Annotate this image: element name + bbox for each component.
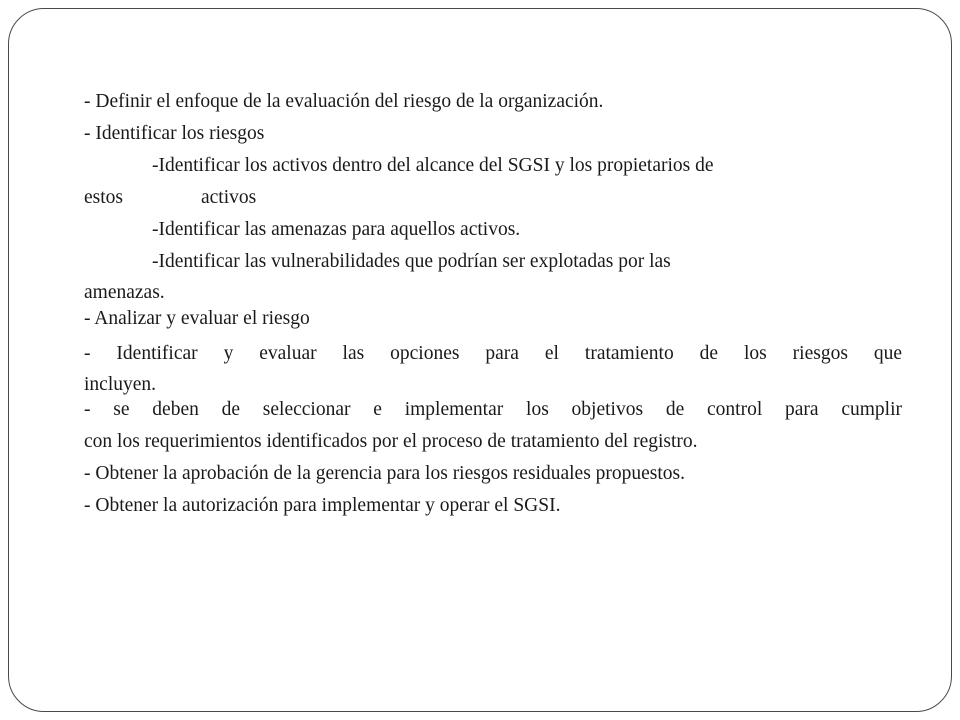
body-line-4: [84, 182, 902, 214]
body-line-3: -Identificar los activos dentro del alcance del SGSI y los propietarios de: [152, 155, 714, 176]
body-line-7: amenazas.: [84, 282, 165, 303]
body-line-14: - Obtener la autorización para implementar y operar el SGSI.: [84, 495, 561, 516]
body-line-6: -Identificar las vulnerabilidades que podrían ser explotadas por las: [152, 251, 671, 272]
body-line-4-word-1: estos: [84, 187, 123, 208]
body-line-9: - Identificar y evaluar las opciones para el tratamiento de los riesgos que: [84, 343, 902, 364]
slide-body: [84, 86, 902, 522]
body-line-13: - Obtener la aprobación de la gerencia para los riesgos residuales propuestos.: [84, 463, 686, 484]
body-line-10: incluyen.: [84, 374, 157, 395]
body-line-2: - Identificar los riesgos: [84, 123, 265, 144]
body-line-8: - Analizar y evaluar el riesgo: [84, 308, 310, 329]
body-line-1: - Definir el enfoque de la evaluación del riesgo de la organización.: [84, 91, 604, 112]
body-line-4-word-2: activos: [201, 187, 257, 208]
body-line-5: -Identificar las amenazas para aquellos activos.: [152, 219, 521, 240]
body-line-11: - se deben de seleccionar e implementar los objetivos de control para cumplir: [84, 399, 902, 420]
body-line-12: con los requerimientos identificados por el proceso de tratamiento del registro.: [84, 431, 698, 452]
